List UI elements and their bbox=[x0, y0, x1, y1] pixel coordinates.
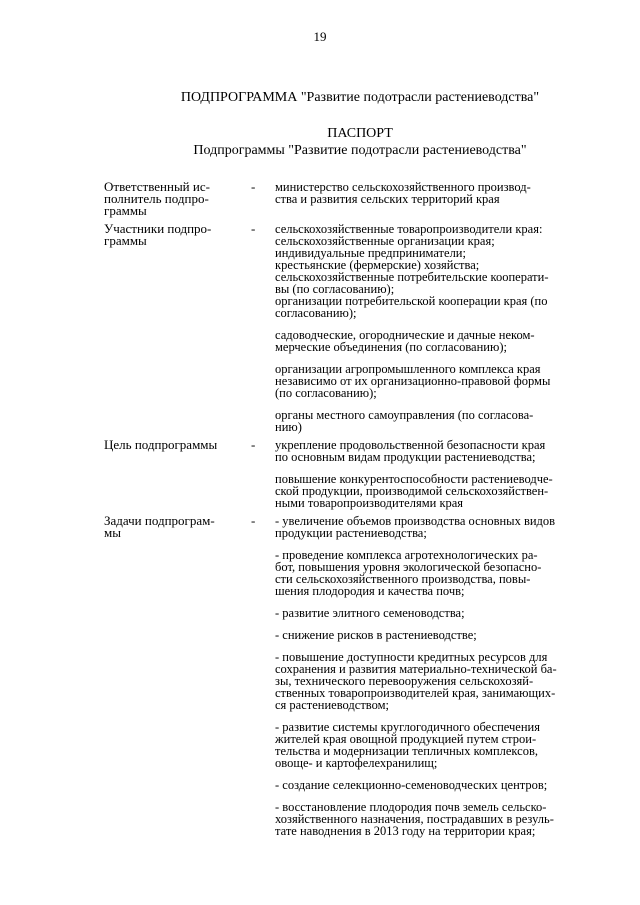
row-dash: - bbox=[251, 179, 256, 194]
row-paragraph: - снижение рисков в растениеводстве; bbox=[275, 628, 477, 642]
row-paragraph: повышение конкурентоспособности растениеводче- ской продукции, производимой сельскохозяйствен- ными товаропроизводителями края bbox=[275, 472, 553, 510]
row-paragraph: - проведение комплекса агротехнологических ра- бот, повышения уровня экологической безопасно- сти сельскохозяйственного производства, повы- шения плодородия и качества почв; bbox=[275, 548, 542, 598]
row-paragraph: - развитие элитного семеноводства; bbox=[275, 606, 465, 620]
row-paragraph: - создание селекционно-семеноводческих центров; bbox=[275, 778, 548, 792]
row-participants bbox=[0, 223, 640, 433]
row-dash: - bbox=[251, 513, 256, 528]
row-content bbox=[275, 181, 603, 217]
row-goal bbox=[0, 439, 640, 509]
row-label: Ответственный ис- полнитель подпро- граммы bbox=[104, 179, 210, 218]
row-paragraph: укрепление продовольственной безопасности края по основным видам продукции растениеводства; bbox=[275, 438, 546, 464]
row-label: Задачи подпрограм- мы bbox=[104, 513, 215, 540]
row-paragraph: организации агропромышленного комплекса края независимо от их организационно-правовой формы (по согласованию); bbox=[275, 362, 551, 400]
row-content bbox=[275, 515, 603, 837]
subprogram-title: ПОДПРОГРАММА "Развитие подотрасли растениеводства" bbox=[180, 90, 540, 105]
row-paragraph: - повышение доступности кредитных ресурсов для сохранения и развития материально-технической ба- зы, технического перевооружения сельскохозяй- ственных товаропроизводителей края, занимающих- ся растениеводством; bbox=[275, 650, 557, 712]
row-label: Участники подпро- граммы bbox=[104, 221, 212, 248]
row-dash: - bbox=[251, 437, 256, 452]
row-paragraph: садоводческие, огороднические и дачные неком- мерческие объединения (по согласованию); bbox=[275, 328, 535, 354]
row-paragraph: сельскохозяйственные товаропроизводители края: сельскохозяйственные организации края; индивидуальные предприниматели; крестьянские (фермерские) хозяйства; сельскохозяйственные потребительские кооперати- вы (по согласованию); организации потребительской кооперации края (по согласованию); bbox=[275, 222, 549, 320]
passport-heading: ПАСПОРТ bbox=[327, 126, 393, 141]
passport-subheading: Подпрограммы "Развитие подотрасли растениеводства" bbox=[193, 143, 527, 158]
row-content bbox=[275, 223, 603, 433]
row-responsible-executor bbox=[0, 181, 640, 217]
row-paragraph: министерство сельскохозяйственного производ- ства и развития сельских территорий края bbox=[275, 180, 531, 206]
page-number: 19 bbox=[313, 29, 327, 44]
row-paragraph: - развитие системы круглогодичного обеспечения жителей края овощной продукцией путем строи- тельства и модернизации тепличных комплексов, овоще- и картофелехранилищ; bbox=[275, 720, 540, 770]
row-dash: - bbox=[251, 221, 256, 236]
row-label: Цель подпрограммы bbox=[104, 437, 218, 452]
passport-table bbox=[0, 181, 640, 843]
row-content bbox=[275, 439, 603, 509]
row-paragraph: - увеличение объемов производства основных видов продукции растениеводства; bbox=[275, 514, 556, 540]
row-paragraph: - восстановление плодородия почв земель сельско- хозяйственного назначения, пострадавших в резуль- тате наводнения в 2013 году на территории края; bbox=[275, 800, 554, 838]
row-tasks bbox=[0, 515, 640, 837]
row-paragraph: органы местного самоуправления (по согласова- нию) bbox=[275, 408, 534, 434]
